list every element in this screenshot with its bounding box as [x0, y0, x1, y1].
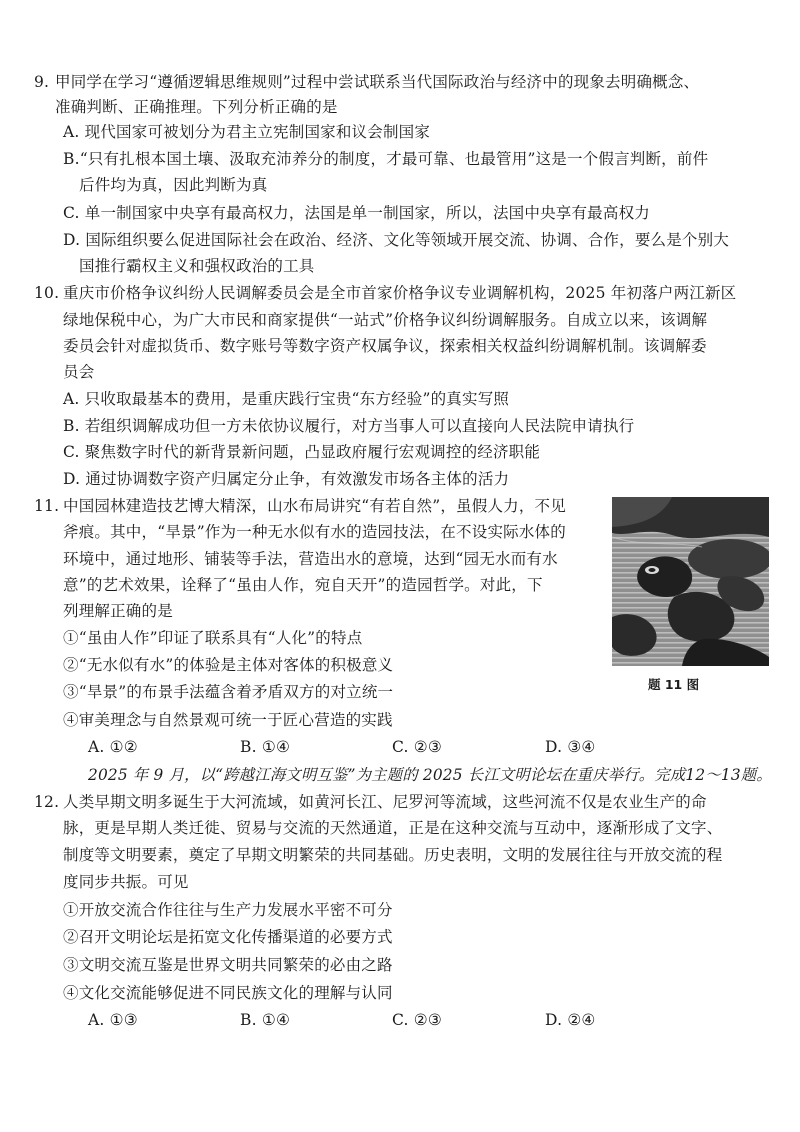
option-b: B. 若组织调解成功但一方未依协议履行，对方当事人可以直接向人民法院申请执行 — [63, 417, 635, 435]
statement-4: ④文化交流能够促进不同民族文化的理解与认同 — [63, 984, 393, 1002]
question-number: 11. — [34, 497, 60, 515]
statement-1: ①“虽由人作”印证了联系具有“人化”的特点 — [63, 629, 363, 647]
answer-option-b: B. ①④ — [240, 738, 291, 756]
answer-option-b: B. ①④ — [240, 1011, 291, 1029]
question-stem-line: 委员会针对虚拟货币、数字账号等数字资产权属争议，探索相关权益纠纷调解机制。该调解委 — [63, 337, 707, 355]
statement-3: ③“旱景”的布景手法蕴含着矛盾双方的对立统一 — [63, 683, 394, 701]
option-d: D. 国际组织要么促进国际社会在政治、经济、文化等领域开展交流、协调、合作，要么是个别大 — [63, 231, 730, 249]
answer-option-c: C. ②③ — [392, 738, 442, 756]
answer-option-a: A. ①③ — [88, 1011, 138, 1029]
answer-option-d: D. ②④ — [545, 1011, 596, 1029]
option-b: B.“只有扎根本国土壤、汲取充沛养分的制度，才最可靠、也最管用”这是一个假言判断，前件 — [63, 150, 709, 168]
option-d: D. 通过协调数字资产归属定分止争，有效激发市场各主体的活力 — [63, 470, 510, 488]
question-stem-line: 员会 — [63, 363, 95, 381]
statement-4: ④审美理念与自然景观可统一于匠心营造的实践 — [63, 711, 393, 729]
question-stem-line: 中国园林建造技艺博大精深，山水布局讲究“有若自然”，虽假人力，不见 — [63, 497, 566, 515]
question-stem-line: 绿地保税中心，为广大市民和商家提供“一站式”价格争议纠纷调解服务。自成立以来，该调解 — [63, 311, 708, 329]
option-a: A. 现代国家可被划分为君主立宪制国家和议会制国家 — [63, 123, 431, 141]
statement-2: ②“无水似有水”的体验是主体对客体的积极意义 — [63, 656, 394, 674]
question-stem-line: 制度等文明要素，奠定了早期文明繁荣的共同基础。历史表明，文明的发展往往与开放交流的程 — [63, 846, 723, 864]
figure-caption: 题 11 图 — [648, 677, 700, 692]
question-stem-line: 重庆市价格争议纠纷人民调解委员会是全市首家价格争议专业调解机构，2025 年初落户两江新区 — [63, 284, 737, 302]
answer-option-c: C. ②③ — [392, 1011, 442, 1029]
answer-option-a: A. ①② — [88, 738, 138, 756]
question-stem-line: 脉，更是早期人类迁徙、贸易与交流的天然通道，正是在这种交流与互动中，逐渐形成了文字、 — [63, 819, 723, 837]
option-c: C. 单一制国家中央享有最高权力，法国是单一制国家，所以，法国中央享有最高权力 — [63, 204, 650, 222]
option-d-continued: 国推行霸权主义和强权政治的工具 — [79, 257, 315, 275]
statement-2: ②召开文明论坛是拓宽文化传播渠道的必要方式 — [63, 928, 393, 946]
question-stem-line: 准确判断、正确推理。下列分析正确的是 — [55, 98, 338, 116]
option-c: C. 聚焦数字时代的新背景新问题，凸显政府履行宏观调控的经济职能 — [63, 443, 541, 461]
statement-1: ①开放交流合作往往与生产力发展水平密不可分 — [63, 901, 393, 919]
question-stem-line: 人类早期文明多诞生于大河流域，如黄河长江、尼罗河等流域，这些河流不仅是农业生产的命 — [63, 793, 707, 811]
question-number: 10. — [34, 284, 60, 302]
option-b-continued: 后件均为真，因此判断为真 — [79, 176, 268, 194]
question-stem-line: 度同步共振。可见 — [63, 873, 189, 891]
dry-landscape-garden-photo — [612, 497, 769, 666]
question-stem-line: 环境中，通过地形、铺装等手法，营造出水的意境，达到“园无水而有水 — [63, 550, 558, 568]
question-stem-line: 甲同学在学习“遵循逻辑思维规则”过程中尝试联系当代国际政治与经济中的现象去明确概念、 — [55, 73, 700, 91]
answer-option-d: D. ③④ — [545, 738, 596, 756]
question-stem-line: 列理解正确的是 — [63, 602, 173, 620]
question-number: 12. — [34, 793, 60, 811]
question-stem-line: 斧痕。其中，“旱景”作为一种无水似有水的造园技法，在不设实际水体的 — [63, 523, 566, 541]
section-intro: 2025 年 9 月，以“跨越江海文明互鉴”为主题的 2025 长江文明论坛在重庆举行。完成12～13题。 — [88, 766, 772, 784]
option-a: A. 只收取最基本的费用，是重庆践行宝贵“东方经验”的真实写照 — [63, 390, 510, 408]
question-stem-line: 意”的艺术效果，诠释了“虽由人作，宛自天开”的造园哲学。对此，下 — [63, 576, 543, 594]
statement-3: ③文明交流互鉴是世界文明共同繁荣的必由之路 — [63, 956, 393, 974]
question-number: 9. — [34, 73, 50, 91]
